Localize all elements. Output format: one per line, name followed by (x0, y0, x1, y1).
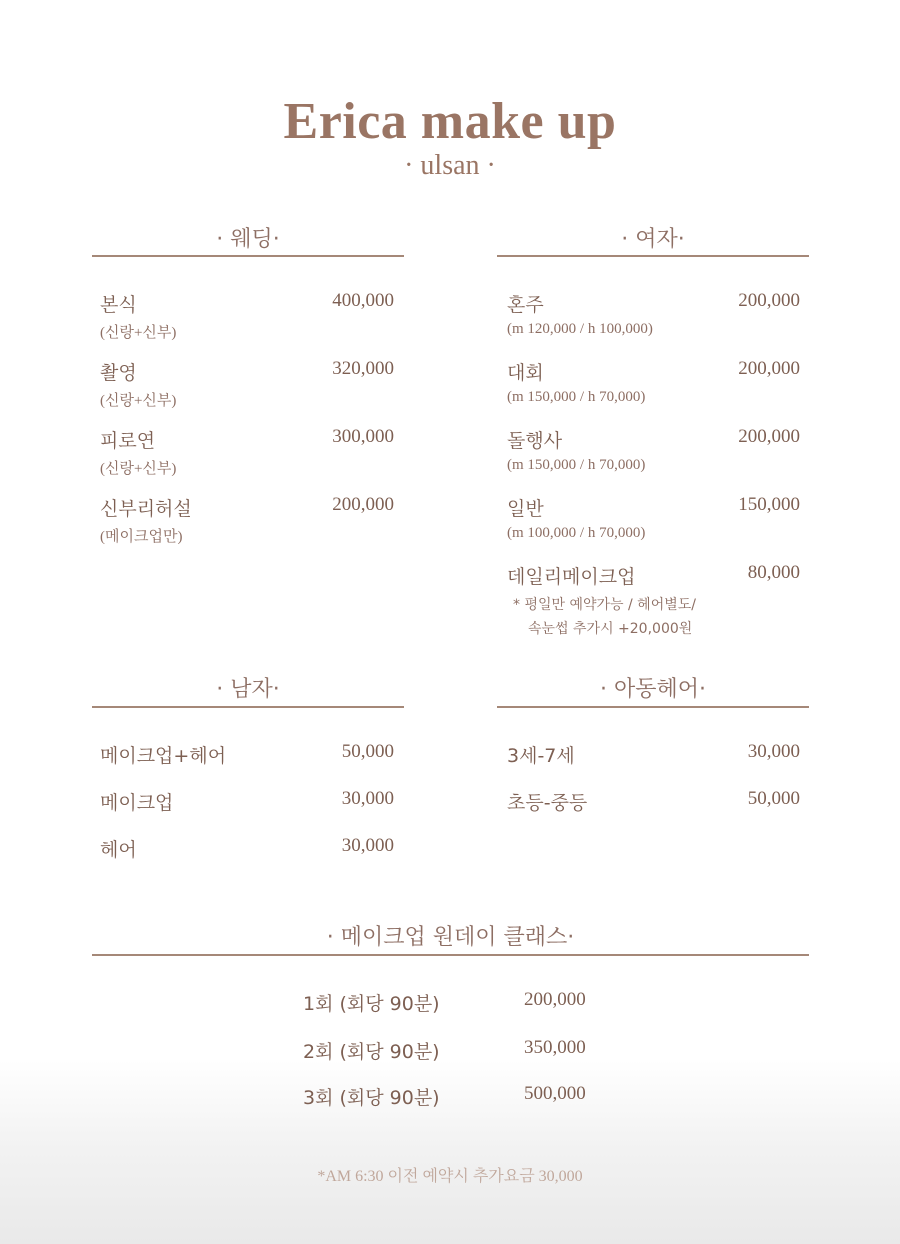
brand-title: Erica make up (283, 93, 617, 150)
item-name: 대회 (507, 362, 544, 384)
item-note: (m 150,000 / h 70,000) (507, 389, 646, 405)
item-note: (신랑+신부) (100, 461, 177, 477)
item-price: 150,000 (738, 494, 800, 515)
divider-men (92, 706, 404, 708)
item-note: (신랑+신부) (100, 393, 177, 409)
section-title-men: · 남자· (216, 677, 280, 702)
brand-location: · ulsan · (404, 150, 496, 181)
item-name: 메이크업 (100, 792, 174, 814)
women-item (507, 358, 645, 406)
divider-women (497, 255, 809, 257)
item-price: 400,000 (332, 290, 394, 311)
class-price: 200,000 (524, 989, 586, 1010)
item-note: (메이크업만) (100, 529, 183, 545)
item-note: (m 120,000 / h 100,000) (507, 321, 653, 337)
item-price: 200,000 (738, 426, 800, 447)
item-name: 3세-7세 (507, 745, 575, 767)
kids-item (507, 788, 587, 815)
item-name: 피로연 (100, 430, 156, 452)
item-name: 돌행사 (507, 430, 563, 452)
men-item (100, 741, 226, 768)
class-name: 3회 (회당 90분) (303, 1087, 440, 1109)
wedding-item (100, 494, 192, 546)
section-title-oneday-class: · 메이크업 원데이 클래스· (326, 925, 575, 950)
wedding-item (100, 358, 176, 410)
daily-makeup-note-2: 속눈썹 추가시 +20,000원 (528, 621, 693, 637)
class-name: 2회 (회당 90분) (303, 1041, 440, 1063)
men-item (100, 835, 137, 862)
daily-makeup-note-1: * 평일만 예약가능 / 헤어별도/ (513, 597, 696, 613)
women-item (507, 494, 645, 542)
item-price: 80,000 (747, 562, 800, 583)
item-name: 신부리허설 (100, 498, 192, 520)
item-price: 50,000 (341, 741, 394, 762)
kids-item (507, 741, 575, 768)
wedding-item (100, 426, 176, 478)
item-name: 본식 (100, 294, 137, 316)
women-item (507, 562, 635, 589)
item-note: (m 150,000 / h 70,000) (507, 457, 646, 473)
item-price: 30,000 (747, 741, 800, 762)
item-name: 데일리메이크업 (507, 566, 636, 588)
item-note: (신랑+신부) (100, 325, 177, 341)
item-price: 300,000 (332, 426, 394, 447)
item-name: 혼주 (507, 294, 544, 316)
item-price: 200,000 (332, 494, 394, 515)
item-price: 30,000 (341, 835, 394, 856)
divider-wedding (92, 255, 404, 257)
section-title-wedding: · 웨딩· (216, 227, 280, 252)
item-note: (m 100,000 / h 70,000) (507, 525, 646, 541)
item-name: 메이크업+헤어 (100, 745, 227, 767)
item-name: 촬영 (100, 362, 137, 384)
divider-kids-hair (497, 706, 809, 708)
item-price: 200,000 (738, 290, 800, 311)
section-title-kids-hair: · 아동헤어· (600, 677, 706, 702)
section-title-women: · 여자· (621, 227, 685, 252)
item-name: 헤어 (100, 839, 137, 861)
early-booking-surcharge-note: *AM 6:30 이전 예약시 추가요금 30,000 (317, 1168, 583, 1185)
women-item (507, 426, 645, 474)
class-name: 1회 (회당 90분) (303, 993, 440, 1015)
item-name: 일반 (507, 498, 544, 520)
item-price: 30,000 (341, 788, 394, 809)
men-item (100, 788, 173, 815)
wedding-item (100, 290, 176, 342)
item-price: 200,000 (738, 358, 800, 379)
divider-oneday-class (92, 954, 809, 956)
item-price: 320,000 (332, 358, 394, 379)
item-name: 초등-중등 (507, 792, 588, 814)
women-item (507, 290, 653, 338)
class-price: 500,000 (524, 1083, 586, 1104)
class-price: 350,000 (524, 1037, 586, 1058)
item-price: 50,000 (747, 788, 800, 809)
